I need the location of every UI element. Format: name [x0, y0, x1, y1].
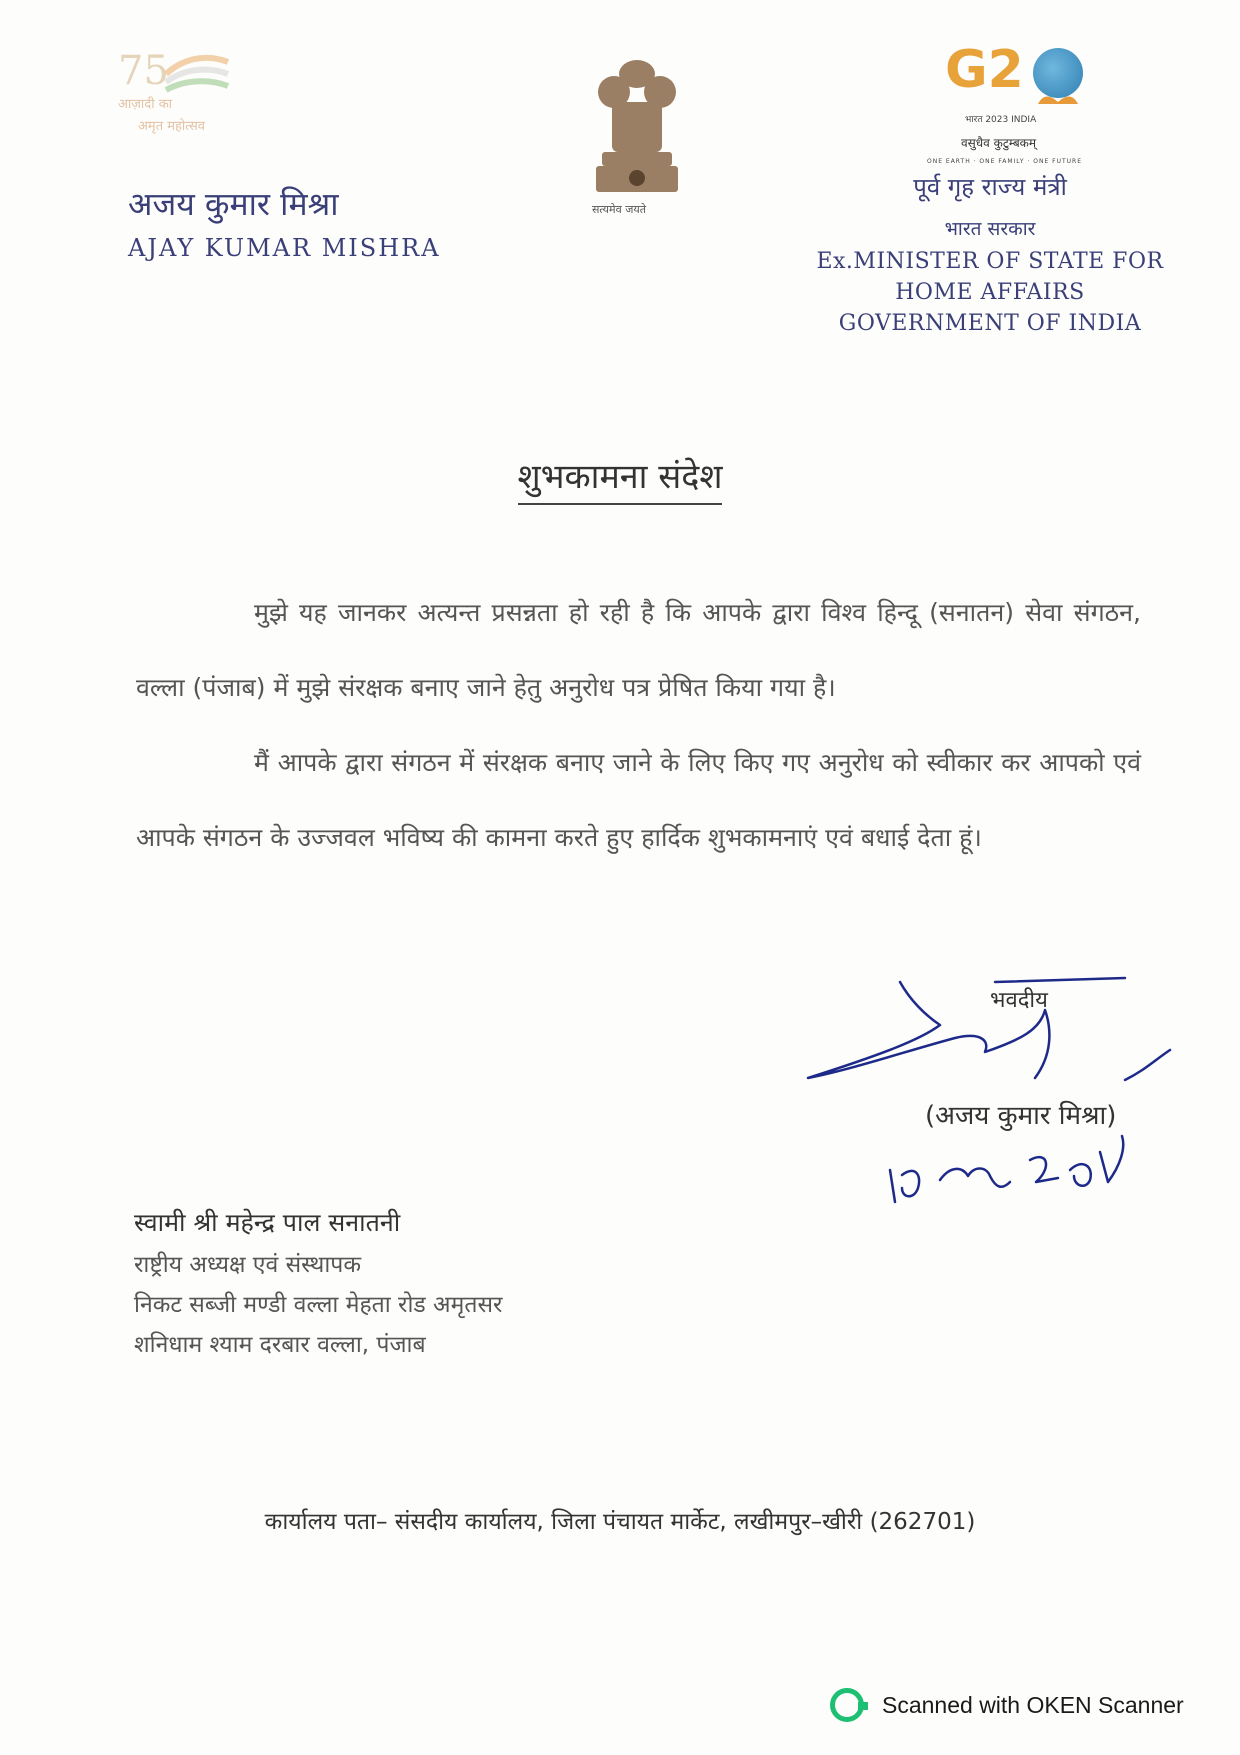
emblem-caption: सत्यमेव जयते	[592, 203, 647, 216]
body-paragraph-1: मुझे यह जानकर अत्यन्त प्रसन्नता हो रही है कि आपके द्वारा विश्व हिन्दू (सनातन) सेवा संगठन, वल्ला (पंजाब) में मुझे संरक्षक बनाए जाने हेतु अनुरोध पत्र प्रेषित किया गया है।	[136, 598, 1141, 702]
closing-salutation: भवदीय	[990, 988, 1048, 1013]
designation-block	[800, 170, 1180, 336]
addressee-block	[134, 1205, 502, 1359]
body-paragraph-2: मैं आपके द्वारा संगठन में संरक्षक बनाए जाने के लिए किए गए अनुरोध को स्वीकार कर आपको एवं आपके संगठन के उज्जवल भविष्य की कामना करते हुए हार्दिक शुभकामनाएं एवं बधाई देता हूं।	[136, 748, 1141, 852]
svg-text:75: 75	[118, 48, 169, 94]
addressee-name: स्वामी श्री महेन्द्र पाल सनातनी	[134, 1208, 401, 1237]
g20-mark: G2	[945, 40, 1024, 100]
g20-motto: वसुधैव कुटुम्बकम्	[961, 136, 1037, 150]
oken-scanner-icon	[830, 1688, 864, 1722]
g20-tagline: ONE EARTH · ONE FAMILY · ONE FUTURE	[927, 158, 1082, 165]
logo-line-1: आज़ादी का	[118, 97, 173, 112]
scanner-watermark-text: Scanned with OKEN Scanner	[882, 1691, 1184, 1718]
lotus-icon	[1033, 90, 1083, 106]
sender-name-english: AJAY KUMAR MISHRA	[128, 234, 441, 262]
national-emblem	[582, 52, 692, 222]
signatory-name: (अजय कुमार मिश्रा)	[925, 1101, 1117, 1131]
letter-title-text: शुभकामना संदेश	[518, 457, 723, 505]
office-address: कार्यालय पता– संसदीय कार्यालय, जिला पंचायत मार्केट, लखीमपुर–खीरी (262701)	[264, 1509, 976, 1535]
sender-name-hindi: अजय कुमार मिश्रा	[128, 185, 339, 223]
government-hindi: भारत सरकार	[944, 218, 1036, 240]
azadi-ka-amrit-mahotsav-logo	[118, 44, 268, 144]
scanner-watermark	[830, 1685, 1184, 1725]
logo-line-2: अमृत महोत्सव	[138, 119, 206, 134]
designation-english-2: HOME AFFAIRS	[895, 280, 1085, 305]
g20-year: भारत 2023 INDIA	[965, 115, 1037, 125]
letter-title	[0, 452, 1240, 498]
designation-english-1: Ex.MINISTER OF STATE FOR	[816, 249, 1164, 274]
addressee-address-1: निकट सब्जी मण्डी वल्ला मेहता रोड अमृतसर	[134, 1292, 503, 1318]
national-emblem-icon	[582, 52, 692, 202]
addressee-address-2: शनिधाम श्याम दरबार वल्ला, पंजाब	[134, 1332, 426, 1358]
government-english: GOVERNMENT OF INDIA	[838, 311, 1142, 336]
letter-body	[136, 575, 1141, 875]
designation-hindi: पूर्व गृह राज्य मंत्री	[913, 173, 1067, 201]
addressee-title: राष्ट्रीय अध्यक्ष एवं संस्थापक	[134, 1252, 362, 1278]
g20-logo	[927, 40, 1105, 190]
